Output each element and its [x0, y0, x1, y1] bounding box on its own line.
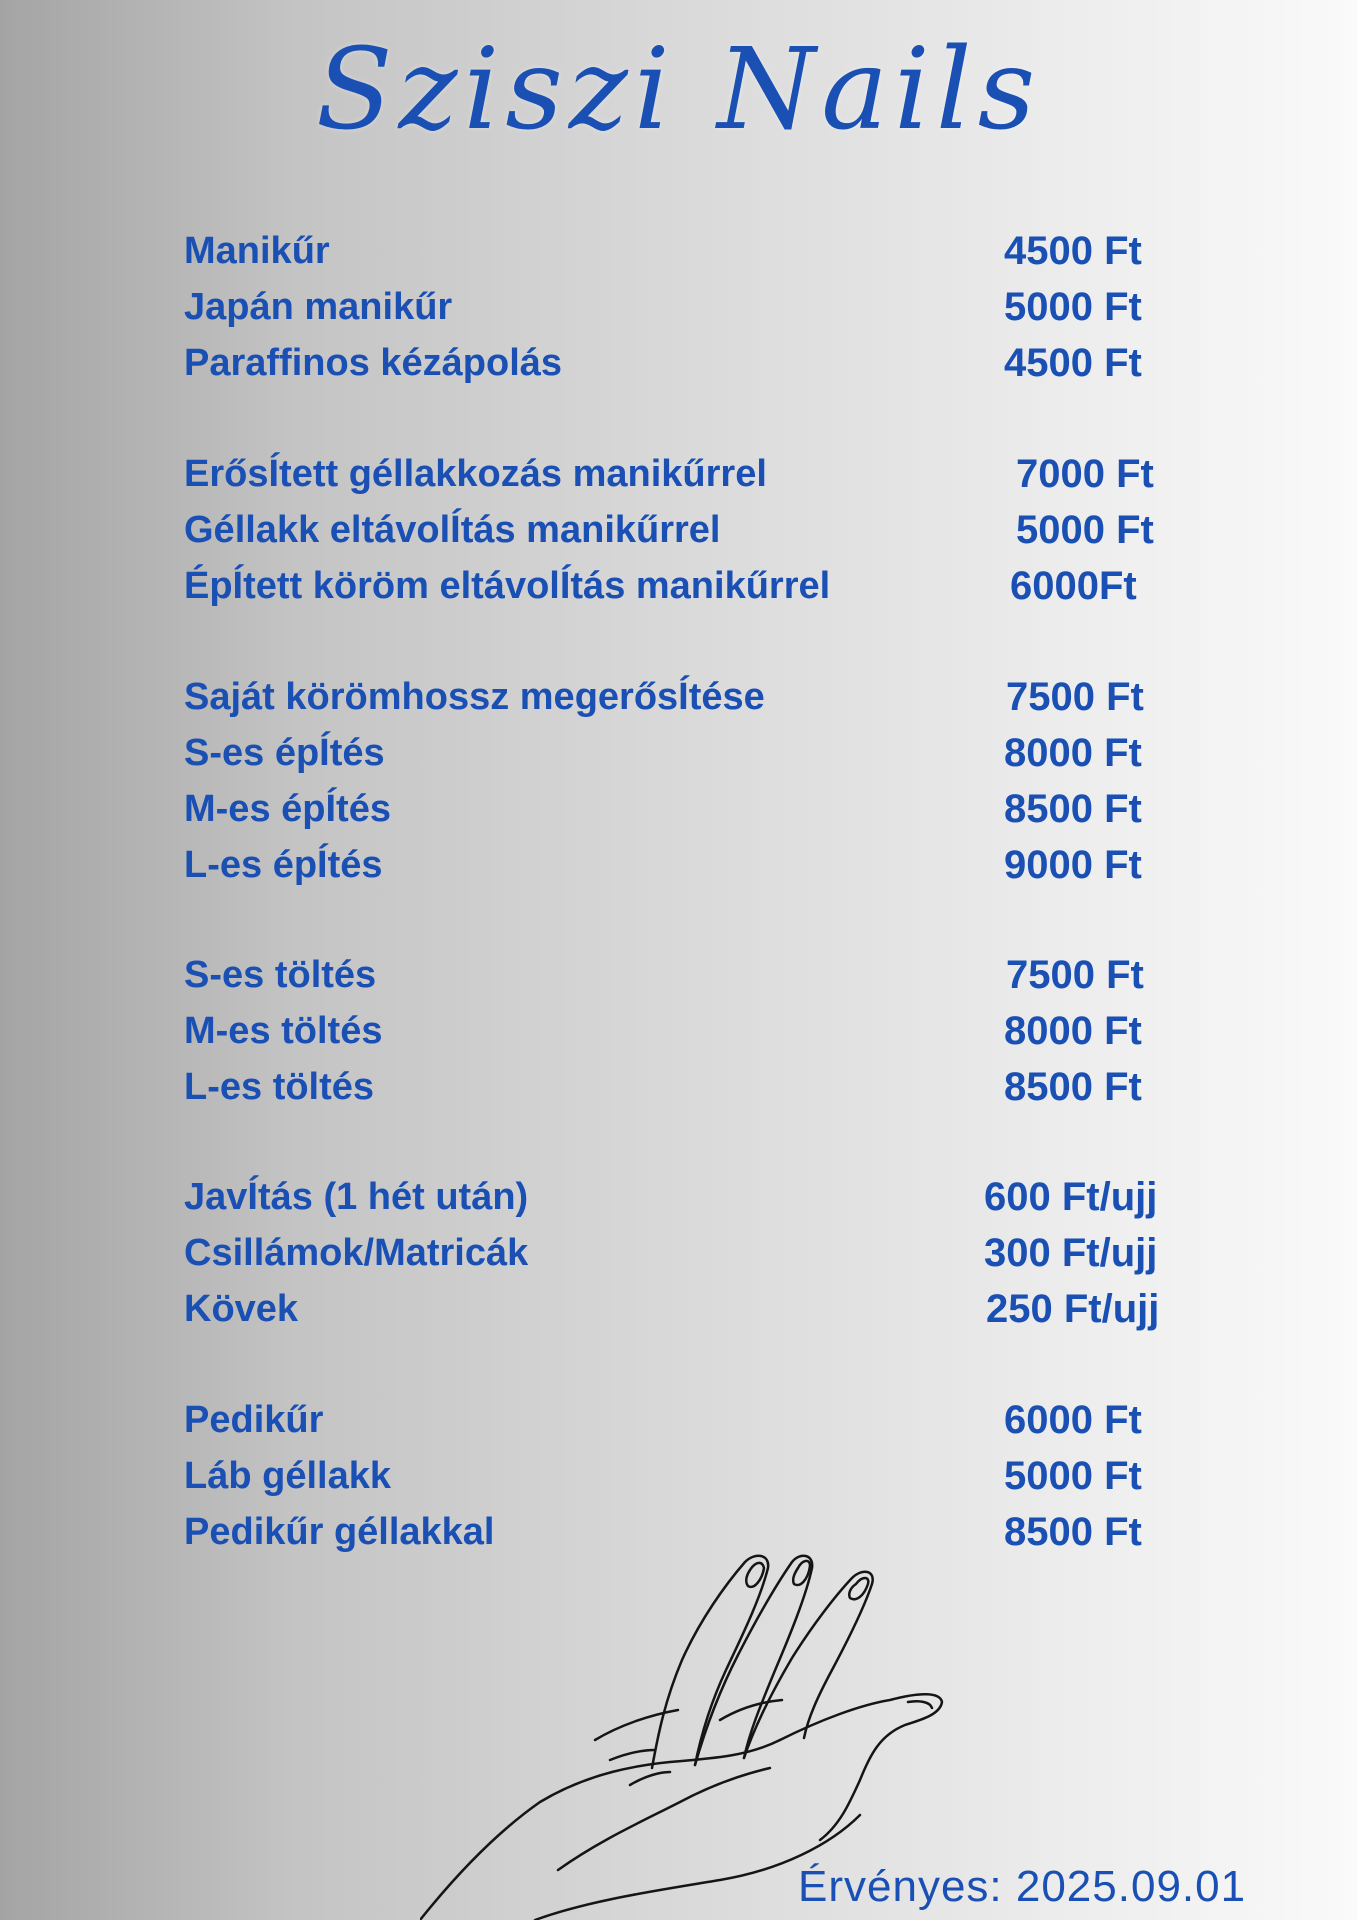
service-row — [0, 1451, 1357, 1507]
service-name: S-es töltés — [184, 954, 377, 996]
service-row — [0, 728, 1357, 784]
service-price: 7500 Ft — [1006, 675, 1144, 719]
service-row — [0, 1172, 1357, 1228]
service-price: 7500 Ft — [1006, 953, 1144, 997]
service-name: S-es épÍtés — [184, 732, 385, 774]
service-name: Pedikűr géllakkal — [184, 1511, 495, 1553]
service-price: 600 Ft/ujj — [984, 1175, 1158, 1219]
service-price: 8000 Ft — [1004, 1009, 1142, 1053]
service-price: 7000 Ft — [1016, 452, 1154, 496]
service-name: Saját körömhossz megerősÍtése — [184, 676, 765, 718]
service-row — [0, 1062, 1357, 1118]
service-name: M-es töltés — [184, 1010, 383, 1052]
service-price: 8000 Ft — [1004, 731, 1142, 775]
service-row — [0, 338, 1357, 394]
service-row — [0, 672, 1357, 728]
service-name: Géllakk eltávolÍtás manikűrrel — [184, 509, 721, 551]
service-price: 6000 Ft — [1004, 1398, 1142, 1442]
service-row — [0, 282, 1357, 338]
service-price: 5000 Ft — [1004, 1454, 1142, 1498]
service-name: ErősÍtett géllakkozás manikűrrel — [184, 453, 767, 495]
service-price: 5000 Ft — [1016, 508, 1154, 552]
service-price: 9000 Ft — [1004, 843, 1142, 887]
service-name: JavÍtás (1 hét után) — [184, 1176, 529, 1218]
service-price: 8500 Ft — [1004, 787, 1142, 831]
service-row — [0, 561, 1357, 617]
service-name: Manikűr — [184, 230, 330, 272]
service-name: L-es töltés — [184, 1066, 375, 1108]
service-name: Kövek — [184, 1288, 299, 1330]
service-name: ÉpÍtett köröm eltávolÍtás manikűrrel — [184, 565, 831, 607]
service-price: 250 Ft/ujj — [986, 1287, 1160, 1331]
service-name: Csillámok/Matricák — [184, 1232, 529, 1274]
service-name: Japán manikűr — [184, 286, 453, 328]
service-row — [0, 950, 1357, 1006]
service-row — [0, 449, 1357, 505]
page-title: Sziszi Nails — [315, 25, 1042, 155]
service-row — [0, 226, 1357, 282]
service-row — [0, 1395, 1357, 1451]
service-price: 8500 Ft — [1004, 1065, 1142, 1109]
service-row — [0, 1228, 1357, 1284]
service-row — [0, 505, 1357, 561]
service-name: Paraffinos kézápolás — [184, 342, 563, 384]
service-name: M-es épÍtés — [184, 788, 391, 830]
service-price: 300 Ft/ujj — [984, 1231, 1158, 1275]
service-name: Pedikűr — [184, 1399, 324, 1441]
service-price: 4500 Ft — [1004, 229, 1142, 273]
service-row — [0, 1006, 1357, 1062]
service-row — [0, 1284, 1357, 1340]
service-row — [0, 840, 1357, 896]
service-row — [0, 784, 1357, 840]
service-price: 6000Ft — [1010, 564, 1137, 608]
service-name: Láb géllakk — [184, 1455, 391, 1497]
service-price: 4500 Ft — [1004, 341, 1142, 385]
service-name: L-es épÍtés — [184, 844, 383, 886]
validity-date: Érvényes: 2025.09.01 — [798, 1862, 1247, 1911]
service-price: 8500 Ft — [1004, 1510, 1142, 1554]
service-price: 5000 Ft — [1004, 285, 1142, 329]
